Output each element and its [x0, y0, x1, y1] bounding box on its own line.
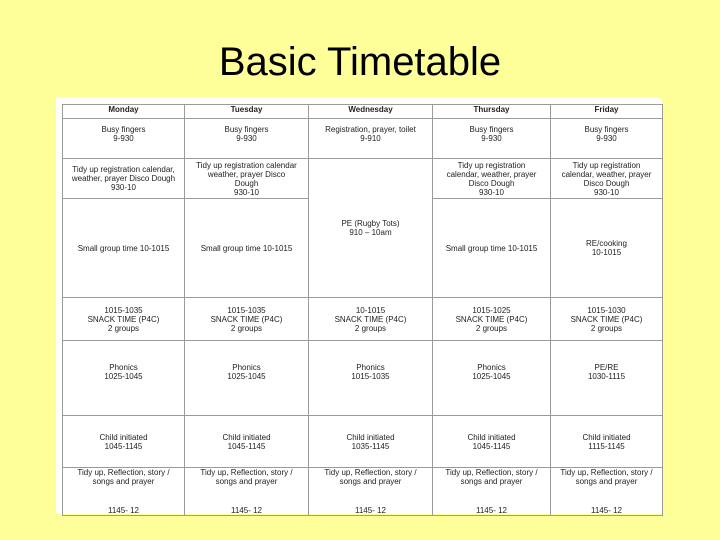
- cell-time: 1115-1145: [588, 441, 625, 451]
- cell-fri-snack: [551, 298, 663, 341]
- cell-text: Tidy up, Reflection, story /: [560, 468, 653, 477]
- cell-text: SNACK TIME (P4C): [87, 314, 160, 324]
- cell-time: 1145- 12: [231, 506, 262, 515]
- cell-fri-reflection: [551, 468, 663, 516]
- cell-text: Child initiated: [99, 432, 148, 442]
- cell-time: 1045-1145: [227, 441, 266, 451]
- cell-time: 9-930: [481, 134, 502, 143]
- cell-wed-child-initiated: [309, 416, 433, 468]
- cell-fri-pe-re: [551, 341, 663, 416]
- cell-thu-snack: [433, 298, 551, 341]
- cell-thu-tidy: [433, 159, 551, 199]
- cell-time: 10-1015: [591, 248, 622, 257]
- cell-time: 1035-1145: [351, 441, 390, 451]
- cell-time: 9-930: [596, 134, 617, 143]
- cell-tue-child-initiated: [185, 416, 309, 468]
- cell-text: Child initiated: [346, 432, 395, 442]
- cell-text: Registration, prayer, toilet: [325, 125, 416, 134]
- cell-time: 1015-1025: [472, 305, 511, 315]
- cell-text: Disco Dough: [583, 178, 630, 188]
- cell-wed-snack: [309, 298, 433, 341]
- cell-time: 9-910: [360, 134, 381, 143]
- cell-time: 1025-1045: [104, 372, 143, 381]
- cell-text: Tidy up registration: [572, 160, 641, 170]
- cell-time: 930-10: [111, 183, 136, 192]
- cell-text: 2 groups: [590, 323, 623, 333]
- cell-thu-reflection: [433, 468, 551, 516]
- cell-text: Child initiated: [467, 432, 516, 442]
- cell-mon-busy: [63, 119, 185, 159]
- cell-mon-tidy: [63, 159, 185, 199]
- cell-text: Phonics: [356, 363, 385, 372]
- cell-mon-child-initiated: [63, 416, 185, 468]
- cell-tue-small-group: [185, 199, 309, 298]
- cell-text: songs and prayer: [339, 477, 402, 486]
- cell-text: 2 groups: [107, 323, 140, 333]
- cell-text: weather, prayer Disco Dough: [71, 174, 176, 183]
- cell-tue-tidy: [185, 159, 309, 199]
- day-header-tuesday: Tuesday: [185, 105, 309, 119]
- timetable-sheet: [56, 98, 662, 514]
- cell-time: 910 – 10am: [349, 228, 392, 237]
- cell-thu-phonics: [433, 341, 551, 416]
- cell-text: SNACK TIME (P4C): [210, 314, 283, 324]
- cell-time: 1015-1035: [351, 372, 390, 381]
- cell-text: SNACK TIME (P4C): [334, 314, 407, 324]
- cell-text: Tidy up registration calendar: [196, 160, 297, 170]
- cell-time: 1030-1115: [587, 372, 626, 381]
- cell-time: 1015-1035: [104, 305, 143, 315]
- cell-text: SNACK TIME (P4C): [570, 314, 643, 324]
- cell-thu-busy: [433, 119, 551, 159]
- cell-time: 9-930: [113, 134, 134, 143]
- cell-fri-busy: [551, 119, 663, 159]
- day-header-thursday: Thursday: [433, 105, 551, 119]
- cell-fri-tidy: [551, 159, 663, 199]
- cell-time: 10-1015: [355, 305, 386, 315]
- cell-time: 9-930: [236, 134, 257, 143]
- cell-text: calendar, weather, prayer: [561, 169, 652, 179]
- cell-tue-phonics: [185, 341, 309, 416]
- cell-time: 930-10: [594, 187, 619, 197]
- cell-text: PE/RE: [594, 363, 619, 372]
- cell-text: Busy fingers: [584, 125, 629, 134]
- cell-mon-small-group: [63, 199, 185, 298]
- cell-fri-re-cooking: [551, 199, 663, 298]
- cell-time: 1145- 12: [591, 506, 622, 515]
- cell-text: Tidy up, Reflection, story /: [200, 468, 293, 477]
- day-header-friday: Friday: [551, 105, 663, 119]
- cell-text: Disco Dough: [468, 178, 515, 188]
- day-header-monday: Monday: [63, 105, 185, 119]
- cell-time: 1145- 12: [476, 506, 507, 515]
- cell-text: songs and prayer: [92, 477, 155, 486]
- cell-text: Small group time 10-1015: [77, 243, 170, 253]
- cell-thu-small-group: [433, 199, 551, 298]
- cell-time: 1045-1145: [104, 441, 143, 451]
- cell-text: Busy fingers: [101, 125, 146, 134]
- cell-time: 930-10: [479, 187, 504, 197]
- cell-text: 2 groups: [354, 323, 387, 333]
- cell-time: 1045-1145: [472, 441, 511, 451]
- cell-text: Phonics: [109, 363, 138, 372]
- cell-text: Child initiated: [222, 432, 271, 442]
- cell-text: Busy fingers: [224, 125, 269, 134]
- timetable-grid: [62, 104, 663, 516]
- cell-text: calendar, weather, prayer: [446, 169, 537, 179]
- cell-thu-child-initiated: [433, 416, 551, 468]
- cell-text: Phonics: [232, 363, 261, 372]
- cell-text: RE/cooking: [586, 239, 627, 248]
- cell-text: songs and prayer: [460, 477, 523, 486]
- cell-text: songs and prayer: [215, 477, 278, 486]
- cell-text: Tidy up, Reflection, story /: [324, 468, 417, 477]
- day-header-wednesday: Wednesday: [309, 105, 433, 119]
- cell-wed-pe: [309, 159, 433, 298]
- cell-wed-reflection: [309, 468, 433, 516]
- cell-text: Tidy up, Reflection, story /: [445, 468, 538, 477]
- cell-wed-registration: [309, 119, 433, 159]
- cell-text: Busy fingers: [469, 125, 514, 134]
- cell-text: 2 groups: [230, 323, 263, 333]
- cell-text: Tidy up registration calendar,: [72, 165, 175, 174]
- cell-text: PE (Rugby Tots): [341, 219, 400, 228]
- cell-text: Tidy up registration: [457, 160, 526, 170]
- cell-time: 1025-1045: [472, 372, 511, 381]
- cell-wed-phonics: [309, 341, 433, 416]
- cell-mon-snack: [63, 298, 185, 341]
- cell-text: Small group time 10-1015: [200, 243, 293, 253]
- cell-mon-phonics: [63, 341, 185, 416]
- cell-fri-child-initiated: [551, 416, 663, 468]
- cell-time: 1145- 12: [108, 506, 139, 515]
- cell-time: 1015-1030: [587, 305, 626, 315]
- cell-time: 1145- 12: [355, 506, 386, 515]
- cell-text: SNACK TIME (P4C): [455, 314, 528, 324]
- cell-tue-reflection: [185, 468, 309, 516]
- cell-text: weather, prayer Disco: [207, 169, 286, 179]
- cell-text: Dough: [234, 178, 259, 188]
- cell-mon-reflection: [63, 468, 185, 516]
- cell-tue-busy: [185, 119, 309, 159]
- cell-time: 1025-1045: [227, 372, 266, 381]
- cell-text: Child initiated: [582, 432, 631, 442]
- cell-text: Small group time 10-1015: [445, 243, 538, 253]
- page-title: Basic Timetable: [218, 40, 502, 84]
- cell-text: Phonics: [477, 363, 506, 372]
- cell-text: Tidy up, Reflection, story /: [77, 468, 170, 477]
- cell-text: 2 groups: [475, 323, 508, 333]
- cell-text: songs and prayer: [575, 477, 638, 486]
- cell-time: 930-10: [234, 187, 259, 197]
- cell-time: 1015-1035: [227, 305, 266, 315]
- cell-tue-snack: [185, 298, 309, 341]
